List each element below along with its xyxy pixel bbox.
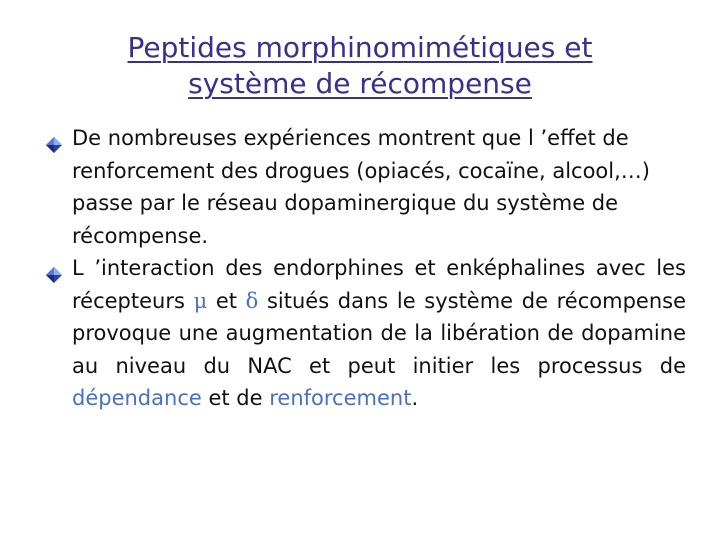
bullet-item (46, 122, 686, 252)
diamond-bullet-icon (46, 260, 62, 276)
bullet-text: De nombreuses expériences montrent que l ’effet de renforcement des drogues (opiacés, cocaïne, alcool,…) passe par le réseau dopaminergique du système de récompense. (72, 126, 650, 248)
bullet-text-part: et (207, 288, 246, 313)
slide-title (60, 30, 660, 102)
bullet-text-part: . (411, 386, 419, 410)
term-dependance: dépendance (72, 386, 202, 410)
title-line-1: Peptides morphinomimétiques et (127, 31, 593, 64)
bullet-list (46, 122, 686, 415)
delta-symbol: δ (245, 288, 259, 313)
bullet-text-part: et de (201, 386, 270, 410)
title-line-2: système de récompense (188, 67, 532, 100)
bullet-item (46, 252, 686, 415)
bullet-text-part: situés dans le système de récompense provoque une augmentation de la libération de dopamine au niveau du NAC et peut initier les processus de (72, 288, 686, 378)
term-renforcement: renforcement (269, 386, 412, 410)
diamond-bullet-icon (46, 130, 62, 146)
mu-symbol: μ (193, 288, 208, 313)
bullet-text-part: L ’interaction des endorphines et enképhalines avec les récepteurs (72, 256, 686, 313)
